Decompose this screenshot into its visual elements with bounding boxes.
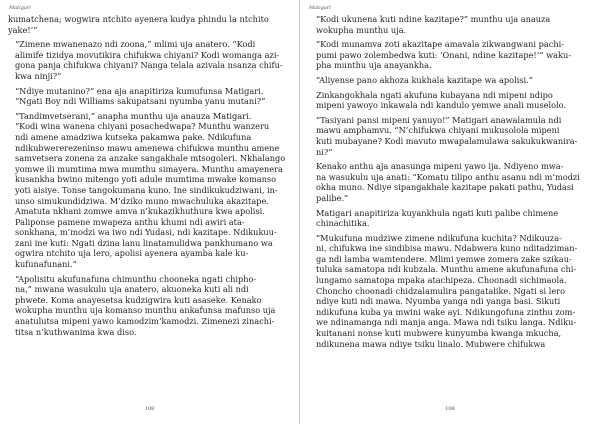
text-line: yoti aisiye. Tonse tangokumana kuno. Ine sindikukudziwani, in- [15, 184, 278, 195]
text-line: phwete. Koma anayesetsa kudzigwira kuti asaseke. Kenako [15, 294, 262, 305]
text-line: “Apolisitu akufunafuna chimunthu chooneka ngati chipho- [15, 273, 257, 284]
left-page-body [8, 14, 289, 341]
text-line: na wasukulu uja anati: “Komatu tilipo anthu asanu ndi m’modzi [316, 171, 580, 182]
text-line: mawu amphamvu. “N’chifukwa chiyani mukusolola mipeni [316, 125, 560, 136]
text-line: pumi pawo zolembedwa kuti: ‘Onani, ndine kazitape!’” waku- [316, 49, 571, 60]
text-line: kuitanani nonse kuti mubwere kunyumba kwanga mkucha, [316, 328, 562, 339]
text-line: palibe.” [316, 192, 349, 203]
text-line: na,” mwana wasukulu uja anatero, akuoneka kuti ali ndi [15, 284, 249, 295]
text-line: zani ine kuti: Ngati dzina lanu linatamulidwa pankhumano wa [15, 237, 273, 248]
paragraph [309, 75, 590, 86]
text-line: “Tandimvetserani,” anapha munthu uja anauza Matigari. [15, 110, 252, 121]
paragraph [309, 208, 590, 229]
text-line: gona panja chifukwa chiyani? Nanga telala azivala nsanza chifu- [15, 60, 283, 71]
text-line: ndikufuna kuba ya mwini wake ayi. Ndikungofuna zinthu zom- [316, 306, 576, 317]
paragraph [8, 14, 289, 35]
paragraph [309, 90, 590, 111]
text-line: kumatchena; wogwira ntchito ayenera kudya phindu la ntchito [8, 14, 269, 24]
page-number: 108 [144, 406, 155, 412]
text-line: tuluka samatopa ndi kubzala. Munthu amene akufunafuna chi- [316, 264, 577, 275]
paragraph [309, 14, 590, 35]
paragraph [309, 115, 590, 157]
text-line: ni, chifukwa ine sindibisa mawu. Ndabwera kuno nditadziman- [316, 243, 578, 254]
text-line: kusankha bwino mitengo yoti adule mumtima mwake komanso [15, 174, 277, 185]
text-line: pha munthu uja anayankha. [316, 60, 432, 71]
text-line: chinachitika. [316, 218, 370, 229]
text-line: kuti mubayane? Kodi mavuto mwapalamulawa sakukukwanira- [316, 135, 578, 146]
page-number: 108 [445, 406, 455, 412]
paragraph [309, 161, 590, 203]
text-line: sonkhana, m’modzi wa iwo ndi Yudasi, ndi kazitape. Ndikukuu- [15, 227, 277, 238]
text-line: Choncho choonadi chidzalamulira pangatalike. Ngati si lero [316, 285, 566, 296]
text-line: “Kodi ukunena kuti ndine kazitape?” munthu uja anauza [316, 14, 551, 24]
text-line: “Mukufuna mudziwe zimene ndikufuna kuchita? Ndikuuza- [316, 232, 562, 243]
text-line: ndikunena mawa ndiye tsiku linalo. Mubwere chifukwa [316, 338, 546, 349]
running-head: Matigari [309, 5, 331, 11]
text-line: ni?” [316, 146, 333, 157]
text-line: we ndinamanga ndi manja anga. Mawa ndi tsiku langa. Ndiku- [316, 317, 577, 328]
text-line: wokupha munthu uja komanso munthu ankafunsa mafunso uja [15, 305, 276, 316]
text-line: “Aliyense pano akhoza kukhala kazitape wa apolisi.” [316, 74, 533, 85]
text-line: ndiye kuti ndi mawa. Nyumba yanga ndi yanga basi. Sikuti [316, 296, 561, 307]
text-line: okha muno. Ndiye sipangakhale kazitape pakati pathu, Yudasi [316, 182, 574, 193]
text-line: kufunafunani.” [15, 259, 77, 270]
right-page [300, 0, 600, 424]
text-line: titsa n’kuthwanima kwa diso. [15, 326, 137, 337]
text-line: lungamo samatopa mpaka atachipeza. Choonadi sichimaola. [316, 275, 567, 286]
text-line: wokupha munthu uja. [316, 24, 407, 35]
text-line: Paliponse pamene mwapeza anthu khumi ndi awiri ata- [15, 216, 245, 227]
text-line: “Zimene mwanenazo ndi zoona,” mlimi uja anatero. “Kodi [15, 39, 256, 50]
text-line: unso simukundidziwa. M’dziko muno mwachuluka akazitape. [15, 195, 269, 206]
text-line: yake!’” [8, 24, 38, 35]
text-line: “Kodi munamva zoti akazitape amavala zikwangwani pachi- [316, 39, 564, 50]
text-line: ogwira ntchito uja lero, apolisi ayenera ayamba kale ku- [15, 248, 249, 259]
text-line: Zinkangokhala ngati akufuna kubayana ndi mipeni ndipo [316, 89, 553, 100]
text-line: mipeni yawoyo inkawala ndi kandulo yemwe anali muselolo. [316, 100, 567, 111]
text-line: ga ndi lamba wamtendere. Mlimi yemwe zomera zake szikau- [316, 253, 572, 264]
text-line: ndikubwererezeninso mawu amenewa chifukwa munthu amene [15, 142, 280, 153]
text-line: alimife tizidya movutikira chifukwa chiyani? Kodi womanga azi- [15, 49, 280, 60]
text-line: “Ngati Boy ndi Williams sakupatsani nyumba yanu mutani?” [15, 96, 266, 107]
text-line: anatulutsa mipeni yawo kamodzim’kamodzi. Zimenezi zinachi- [15, 316, 275, 327]
running-head: Matigari [9, 5, 31, 11]
paragraph [8, 274, 289, 338]
right-page-body [309, 14, 590, 353]
paragraph [8, 39, 289, 81]
text-line: “Kodi wina wanena chiyani posachedwapa? Munthu wanzeru [15, 121, 270, 132]
text-line: “Tasiyani pansi mipeni yanuyo!” Matigari anawalamula ndi [316, 114, 562, 125]
text-line: Kenako anthu aja anasunga mipeni yawo ija. Ndiyeno mwa- [316, 161, 564, 172]
text-line: kwa ninji?” [15, 70, 62, 81]
text-line: ndi amene amadziwa kutseka pakamwa pake. Ndikufuna [15, 131, 252, 142]
text-line: samvetsera zonena za anzake sangakhale mtsogoleri. Nkhalango [15, 153, 286, 164]
paragraph [309, 233, 590, 350]
text-line: Amatuta nkhani zomwe amva n’kukazikhuthura kwa apolisi. [15, 206, 265, 217]
text-line: “Ndiye mutanino?” ena aja anapitiriza kumufunsa Matigari. [15, 85, 264, 96]
paragraph [8, 111, 289, 270]
text-line: yomwe ili mumtima mwa mumthu simayera. Munthu amayenera [15, 163, 283, 174]
paragraph [8, 86, 289, 107]
paragraph [309, 39, 590, 71]
text-line: Matigari anapitiriza kuyankhula ngati kuti palibe chimene [316, 207, 559, 218]
